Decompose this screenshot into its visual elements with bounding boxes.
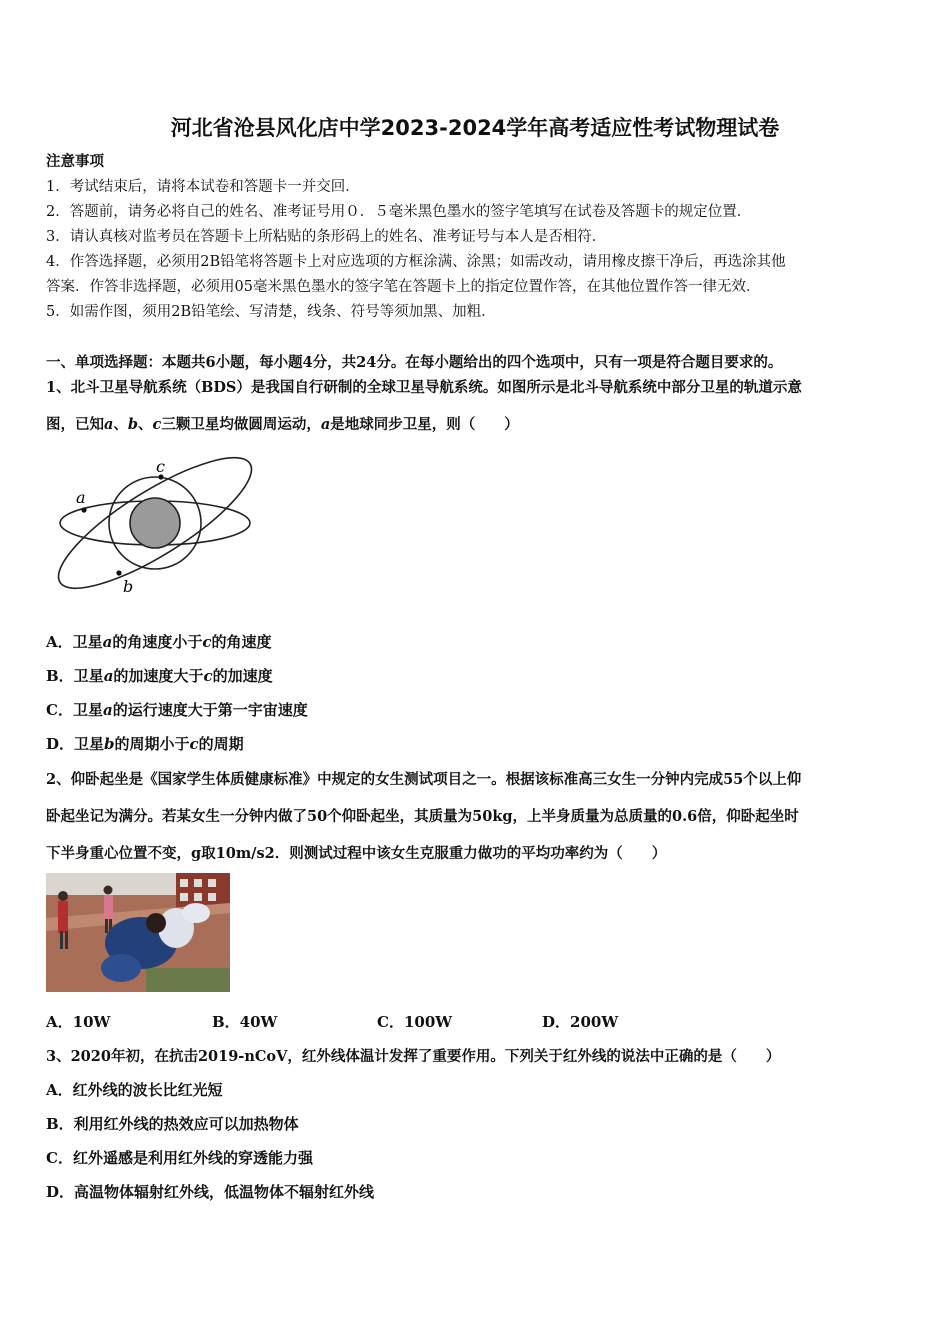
question-1-line-2: 图，已知a、b、c三颗卫星均做圆周运动，a是地球同步卫星，则（ ） [46, 416, 519, 433]
notice-item: 1．考试结束后，请将本试卷和答题卡一并交回． [46, 179, 360, 195]
question-2-line: 卧起坐记为满分。若某女生一分钟内做了50个仰卧起坐，其质量为50kg，上半身质量为总质量的0.6倍，仰卧起坐时 [46, 808, 799, 825]
q1-option-c: C．卫星a的运行速度大于第一宇宙速度 [46, 701, 308, 719]
notice-item: 5．如需作图，须用2B铅笔绘、写清楚，线条、符号等须加黑、加粗． [46, 304, 496, 320]
satellite-b-dot [116, 570, 121, 575]
question-2-line: 2、仰卧起坐是《国家学生体质健康标准》中规定的女生测试项目之一。根据该标准高三女生一分钟内完成55个以上仰 [46, 771, 802, 788]
question-3-stem: 3、2020年初，在抗击2019-nCoV，红外线体温计发挥了重要作用。下列关于红外线的说法中正确的是（ ） [46, 1048, 781, 1065]
q1-option-a: A．卫星a的角速度小于c的角速度 [46, 633, 272, 651]
question-2-line: 下半身重心位置不变，g取10m/s2．则测试过程中该女生克服重力做功的平均功率约为（ ） [46, 845, 667, 862]
satellite-a-dot [81, 507, 86, 512]
label-c: c [156, 457, 165, 476]
label-a: a [76, 488, 86, 507]
orbit-diagram [55, 455, 260, 595]
q3-option-c: C．红外遥感是利用红外线的穿透能力强 [46, 1149, 313, 1167]
section-heading: 一、单项选择题：本题共6小题，每小题4分，共24分。在每小题给出的四个选项中，只有一项是符合题目要求的。 [46, 354, 783, 371]
notice-heading: 注意事项 [46, 153, 104, 170]
q3-option-b: B．利用红外线的热效应可以加热物体 [46, 1115, 299, 1133]
situp-photo [46, 873, 230, 992]
notice-item: 3．请认真核对监考员在答题卡上所粘贴的条形码上的姓名、准考证号与本人是否相符． [46, 229, 607, 245]
earth-icon [130, 498, 180, 548]
page-title: 河北省沧县风化店中学2023-2024学年高考适应性考试物理试卷 [170, 116, 780, 140]
notice-item: 2．答题前，请务必将自己的姓名、准考证号用０．５毫米黑色墨水的签字笔填写在试卷及答题卡的规定位置． [46, 204, 752, 220]
q2-option-d: D．200W [542, 1013, 619, 1031]
notice-item: 答案．作答非选择题，必须用05毫米黑色墨水的签字笔在答题卡上的指定位置作答，在其他位置作答一律无效． [46, 279, 761, 295]
q2-option-a: A．10W [46, 1013, 111, 1031]
q1-option-b: B．卫星a的加速度大于c的加速度 [46, 667, 273, 685]
question-1-line-1: 1、北斗卫星导航系统（BDS）是我国自行研制的全球卫星导航系统。如图所示是北斗导航系统中部分卫星的轨道示意 [46, 379, 802, 396]
q1-option-d: D．卫星b的周期小于c的周期 [46, 735, 244, 753]
notice-item: 4．作答选择题，必须用2B铅笔将答题卡上对应选项的方框涂满、涂黑；如需改动，请用橡皮擦干净后，再选涂其他 [46, 254, 786, 270]
label-b: b [123, 577, 134, 595]
q2-option-b: B．40W [212, 1013, 278, 1031]
q3-option-a: A．红外线的波长比红光短 [46, 1081, 223, 1099]
q3-option-d: D．高温物体辐射红外线，低温物体不辐射红外线 [46, 1183, 375, 1201]
q2-option-c: C．100W [377, 1013, 453, 1031]
